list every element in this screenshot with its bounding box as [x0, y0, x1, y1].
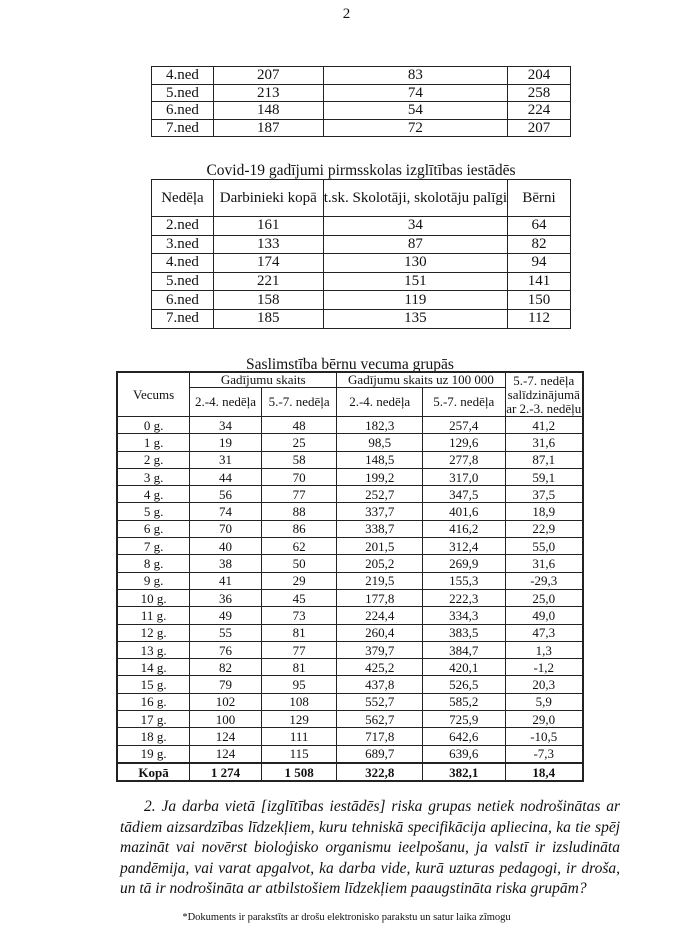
table-cell: 252,7: [337, 486, 423, 503]
table-cell: 334,3: [422, 607, 505, 624]
table-cell: 639,6: [422, 745, 505, 763]
table-row: [152, 119, 571, 137]
column-subheader: 2.-4. nedēļa: [190, 388, 262, 417]
age-groups-table-body: [117, 417, 583, 782]
table-header-row: [117, 372, 583, 388]
table-row: [152, 272, 571, 291]
weekly-cases-table-continued: [151, 66, 571, 137]
table-cell: 562,7: [337, 711, 423, 728]
table-cell: 25: [261, 434, 337, 451]
table-cell: -1,2: [505, 659, 583, 676]
age-cell: Kopā: [117, 763, 190, 781]
week-cell: 6.ned: [152, 291, 214, 310]
table-cell: 155,3: [422, 572, 505, 589]
table-cell: 221: [213, 272, 323, 291]
table-row: [117, 693, 583, 710]
table-cell: 88: [261, 503, 337, 520]
table-cell: 585,2: [422, 693, 505, 710]
table-cell: 38: [190, 555, 262, 572]
table-cell: -7,3: [505, 745, 583, 763]
table-row: [117, 745, 583, 763]
table-cell: 34: [323, 217, 507, 236]
table-cell: 56: [190, 486, 262, 503]
table-cell: 111: [261, 728, 337, 745]
age-cell: 17 g.: [117, 711, 190, 728]
table-cell: 55,0: [505, 538, 583, 555]
table-cell: 31,6: [505, 434, 583, 451]
table-row: [117, 572, 583, 589]
column-header: Bērni: [508, 180, 571, 217]
table-cell: 148,5: [337, 451, 423, 468]
week-cell: 5.ned: [152, 84, 214, 102]
table-cell: 725,9: [422, 711, 505, 728]
table-cell: 73: [261, 607, 337, 624]
table-cell: 347,5: [422, 486, 505, 503]
week-cell: 4.ned: [152, 67, 214, 85]
table-row: [117, 607, 583, 624]
table-row: [152, 84, 571, 102]
total-row: [117, 763, 583, 781]
table-row: [117, 417, 583, 434]
table-cell: 187: [213, 119, 323, 137]
table-row: [117, 468, 583, 485]
table-header-row: [152, 180, 571, 217]
age-cell: 0 g.: [117, 417, 190, 434]
age-cell: 7 g.: [117, 538, 190, 555]
table-row: [117, 538, 583, 555]
table-cell: 19: [190, 434, 262, 451]
table-cell: 124: [190, 745, 262, 763]
age-cell: 2 g.: [117, 451, 190, 468]
age-cell: 10 g.: [117, 589, 190, 606]
table-cell: 161: [213, 217, 323, 236]
table-cell: 379,7: [337, 641, 423, 658]
age-cell: 16 g.: [117, 693, 190, 710]
table-cell: 151: [323, 272, 507, 291]
table-cell: 322,8: [337, 763, 423, 781]
table-row: [117, 711, 583, 728]
table-cell: 130: [323, 254, 507, 273]
table-cell: 74: [323, 84, 507, 102]
table-row: [117, 624, 583, 641]
table-cell: 384,7: [422, 641, 505, 658]
table-cell: 1 274: [190, 763, 262, 781]
table-cell: 102: [190, 693, 262, 710]
age-cell: 1 g.: [117, 434, 190, 451]
table-cell: 86: [261, 520, 337, 537]
table-cell: 94: [508, 254, 571, 273]
table-cell: 50: [261, 555, 337, 572]
table-cell: 70: [261, 468, 337, 485]
table-cell: 185: [213, 309, 323, 328]
table-cell: 41,2: [505, 417, 583, 434]
week-cell: 5.ned: [152, 272, 214, 291]
table-cell: -29,3: [505, 572, 583, 589]
column-header-case-count: Gadījumu skaits: [190, 372, 337, 388]
table-cell: 124: [190, 728, 262, 745]
table-cell: 119: [323, 291, 507, 310]
table-row: [117, 486, 583, 503]
table-cell: 312,4: [422, 538, 505, 555]
table-cell: 258: [508, 84, 571, 102]
table-cell: 18,4: [505, 763, 583, 781]
column-subheader: 5.-7. nedēļa: [261, 388, 337, 417]
age-cell: 12 g.: [117, 624, 190, 641]
age-cell: 3 g.: [117, 468, 190, 485]
age-groups-table-caption: Saslimstība bērnu vecuma grupās: [246, 356, 454, 373]
week-cell: 6.ned: [152, 102, 214, 120]
column-header-age: Vecums: [117, 372, 190, 417]
table-cell: 141: [508, 272, 571, 291]
week-cell: 2.ned: [152, 217, 214, 236]
table-cell: 40: [190, 538, 262, 555]
table-cell: 689,7: [337, 745, 423, 763]
table-cell: 45: [261, 589, 337, 606]
table-cell: 257,4: [422, 417, 505, 434]
column-subheader: 2.-4. nedēļa: [337, 388, 423, 417]
table-cell: 205,2: [337, 555, 423, 572]
table-cell: 22,9: [505, 520, 583, 537]
table-cell: 100: [190, 711, 262, 728]
table-cell: 62: [261, 538, 337, 555]
table-cell: 135: [323, 309, 507, 328]
table-cell: 81: [261, 624, 337, 641]
table-cell: 420,1: [422, 659, 505, 676]
table-cell: 207: [508, 119, 571, 137]
table-cell: 108: [261, 693, 337, 710]
table-cell: 224: [508, 102, 571, 120]
table-cell: 207: [213, 67, 323, 85]
table-cell: 31,6: [505, 555, 583, 572]
week-cell: 3.ned: [152, 235, 214, 254]
table-cell: 58: [261, 451, 337, 468]
table-cell: 150: [508, 291, 571, 310]
table-cell: 277,8: [422, 451, 505, 468]
table-row: [117, 503, 583, 520]
table-cell: 148: [213, 102, 323, 120]
table-cell: 72: [323, 119, 507, 137]
table-row: [117, 676, 583, 693]
table-cell: 77: [261, 641, 337, 658]
table-cell: 59,1: [505, 468, 583, 485]
table-cell: 49,0: [505, 607, 583, 624]
table-cell: 76: [190, 641, 262, 658]
table-cell: 25,0: [505, 589, 583, 606]
table-row: [152, 67, 571, 85]
table-cell: 437,8: [337, 676, 423, 693]
table-cell: 260,4: [337, 624, 423, 641]
table-cell: 20,3: [505, 676, 583, 693]
table-row: [152, 217, 571, 236]
table-cell: 317,0: [422, 468, 505, 485]
age-cell: 14 g.: [117, 659, 190, 676]
table-cell: 79: [190, 676, 262, 693]
table-cell: 129,6: [422, 434, 505, 451]
column-header-per-100000: Gadījumu skaits uz 100 000: [337, 372, 505, 388]
age-cell: 11 g.: [117, 607, 190, 624]
table-cell: 29,0: [505, 711, 583, 728]
table-cell: 87: [323, 235, 507, 254]
table-cell: 41: [190, 572, 262, 589]
column-subheader: 5.-7. nedēļa: [422, 388, 505, 417]
table-cell: 177,8: [337, 589, 423, 606]
age-cell: 4 g.: [117, 486, 190, 503]
table-cell: 222,3: [422, 589, 505, 606]
table-cell: 224,4: [337, 607, 423, 624]
preschool-table-caption: Covid-19 gadījumi pirmsskolas izglītības iestādēs: [206, 162, 516, 179]
table-cell: 34: [190, 417, 262, 434]
table-cell: 425,2: [337, 659, 423, 676]
table-cell: 54: [323, 102, 507, 120]
table-row: [117, 659, 583, 676]
table-cell: 401,6: [422, 503, 505, 520]
table-row: [152, 291, 571, 310]
table-cell: 717,8: [337, 728, 423, 745]
age-cell: 8 g.: [117, 555, 190, 572]
table-cell: 98,5: [337, 434, 423, 451]
table-row: [117, 520, 583, 537]
question-paragraph: 2. Ja darba vietā [izglītības iestādēs] riska grupas netiek nodrošinātas ar tādiem aizsardzības līdzekļiem, kuru tehniskā specifikācija apliecina, ka tie spēj mazināt vai novērst bioloģisko organismu ieelpošanu, ja valstī ir izsludināta pandēmija, vai varat apgalvot, ka darba vide, kurā uzturas pedagogi, ir droša, un tā ir nodrošināta ar atbilstošiem līdzekļiem paaugstināta riska grupām?: [120, 798, 620, 897]
table-cell: 31: [190, 451, 262, 468]
table-cell: 219,5: [337, 572, 423, 589]
table-cell: 158: [213, 291, 323, 310]
table-cell: 74: [190, 503, 262, 520]
table-row: [117, 589, 583, 606]
table-cell: 5,9: [505, 693, 583, 710]
table-cell: 1 508: [261, 763, 337, 781]
table-cell: 199,2: [337, 468, 423, 485]
week-cell: 7.ned: [152, 309, 214, 328]
table-cell: 337,7: [337, 503, 423, 520]
table-cell: 77: [261, 486, 337, 503]
table-row: [117, 434, 583, 451]
table-row: [117, 728, 583, 745]
table-cell: 95: [261, 676, 337, 693]
age-cell: 13 g.: [117, 641, 190, 658]
table-row: [152, 235, 571, 254]
table-cell: 37,5: [505, 486, 583, 503]
column-header: Nedēļa: [152, 180, 214, 217]
age-cell: 19 g.: [117, 745, 190, 763]
age-cell: 6 g.: [117, 520, 190, 537]
column-header: Darbinieki kopā: [213, 180, 323, 217]
table-row: [117, 641, 583, 658]
table-cell: 213: [213, 84, 323, 102]
table-cell: 55: [190, 624, 262, 641]
week-cell: 7.ned: [152, 119, 214, 137]
table-cell: 87,1: [505, 451, 583, 468]
table-cell: 1,3: [505, 641, 583, 658]
table-cell: 112: [508, 309, 571, 328]
table-row: [117, 555, 583, 572]
age-cell: 15 g.: [117, 676, 190, 693]
table-row: [152, 102, 571, 120]
table-cell: 382,1: [422, 763, 505, 781]
age-cell: 9 g.: [117, 572, 190, 589]
table-cell: 204: [508, 67, 571, 85]
table-row: [117, 451, 583, 468]
age-groups-table: [116, 371, 584, 782]
column-header-comparison: 5.-7. nedēļa salīdzinājumā ar 2.-3. nedēļu: [506, 372, 582, 416]
age-cell: 18 g.: [117, 728, 190, 745]
table-cell: 383,5: [422, 624, 505, 641]
table-cell: -10,5: [505, 728, 583, 745]
table-cell: 133: [213, 235, 323, 254]
table-row: [152, 309, 571, 328]
age-cell: 5 g.: [117, 503, 190, 520]
table-cell: 83: [323, 67, 507, 85]
table-cell: 182,3: [337, 417, 423, 434]
table-cell: 642,6: [422, 728, 505, 745]
table-cell: 129: [261, 711, 337, 728]
table-row: [152, 254, 571, 273]
table-cell: 18,9: [505, 503, 583, 520]
preschool-cases-table: [151, 179, 571, 329]
table-cell: 338,7: [337, 520, 423, 537]
week-cell: 4.ned: [152, 254, 214, 273]
table-cell: 36: [190, 589, 262, 606]
table-cell: 416,2: [422, 520, 505, 537]
column-header: t.sk. Skolotāji, skolotāju palīgi: [323, 180, 507, 217]
table-cell: 82: [190, 659, 262, 676]
table-cell: 201,5: [337, 538, 423, 555]
signature-footnote: *Dokuments ir parakstīts ar drošu elektronisko parakstu un satur laika zīmogu: [182, 912, 511, 923]
table-cell: 29: [261, 572, 337, 589]
table-cell: 552,7: [337, 693, 423, 710]
table-cell: 174: [213, 254, 323, 273]
page-number: 2: [342, 6, 351, 22]
table-cell: 82: [508, 235, 571, 254]
table-cell: 81: [261, 659, 337, 676]
table-cell: 48: [261, 417, 337, 434]
table-cell: 115: [261, 745, 337, 763]
table-cell: 49: [190, 607, 262, 624]
table-cell: 44: [190, 468, 262, 485]
table-cell: 269,9: [422, 555, 505, 572]
table-cell: 70: [190, 520, 262, 537]
table-cell: 47,3: [505, 624, 583, 641]
table-cell: 64: [508, 217, 571, 236]
table-cell: 526,5: [422, 676, 505, 693]
